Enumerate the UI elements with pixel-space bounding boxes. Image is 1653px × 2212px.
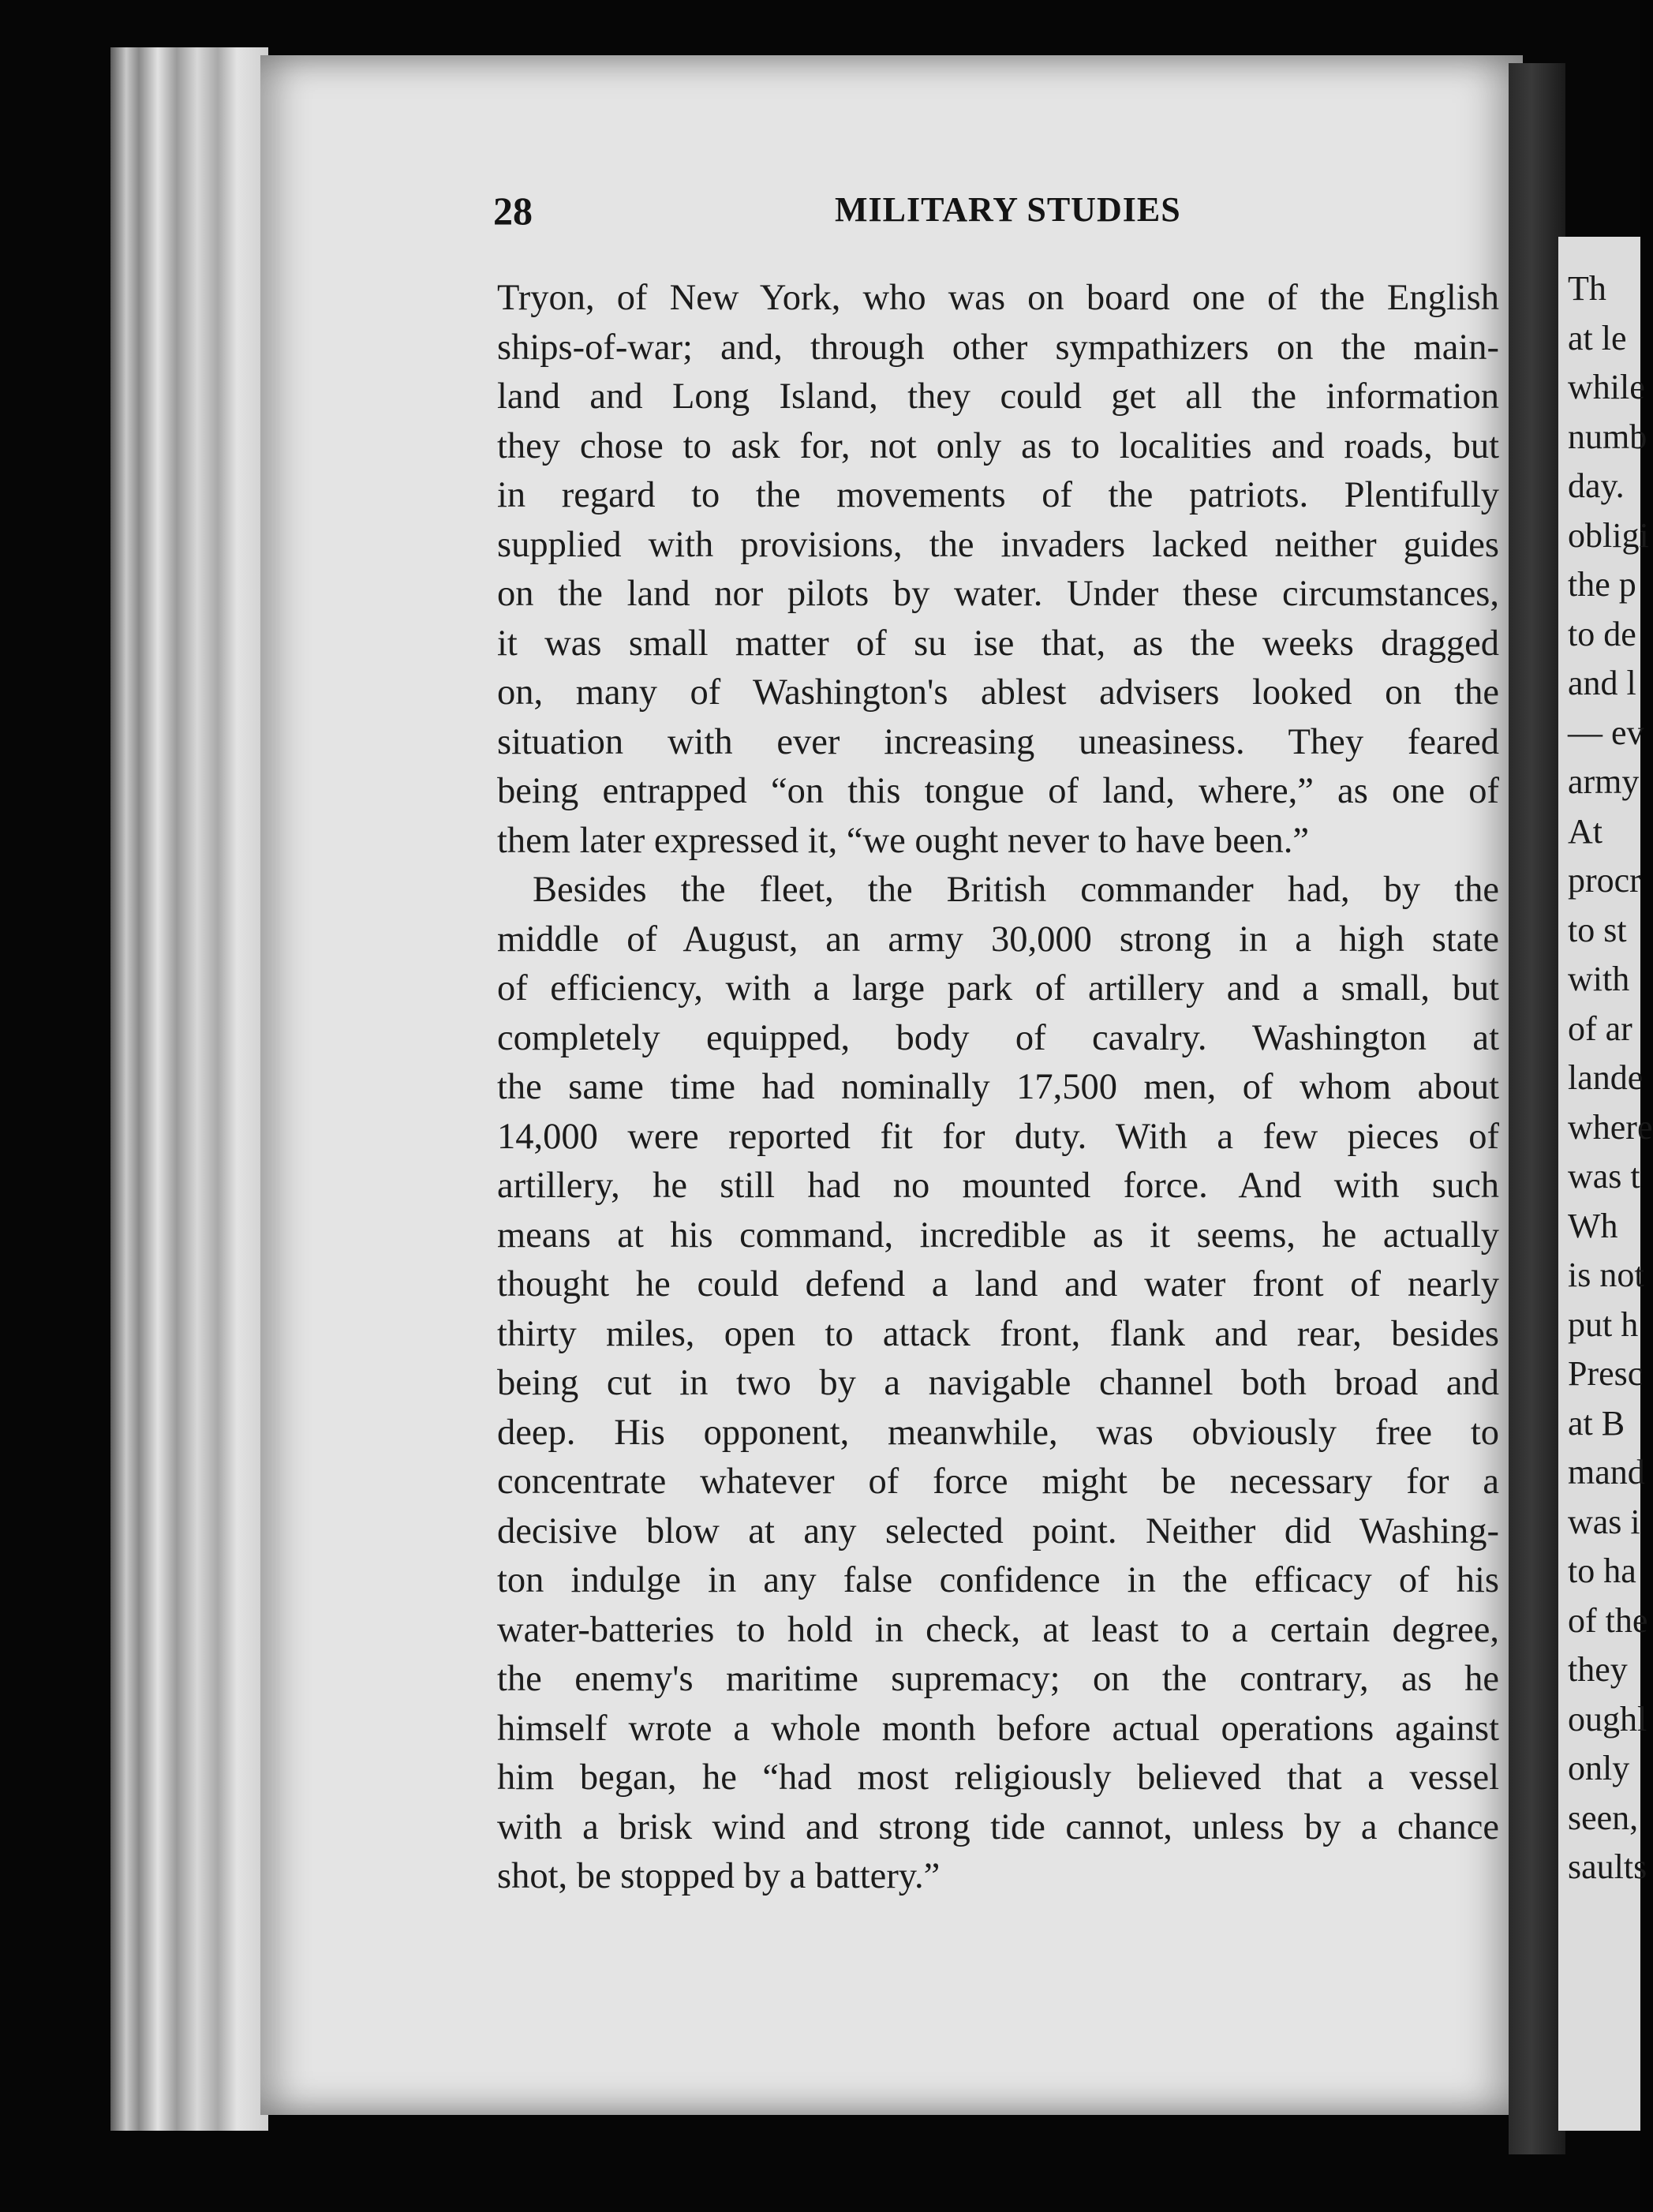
text-line: him began, he “had most religiously believed that a vessel <box>497 1757 1499 1798</box>
facing-page-text: Wh <box>1568 1206 1618 1245</box>
running-header: MILITARY STUDIES <box>835 190 1181 229</box>
facing-page-text: they <box>1568 1650 1628 1689</box>
text-line: they chose to ask for, not only as to localities and roads, but <box>497 425 1499 466</box>
book-page-edges <box>110 47 268 2131</box>
facing-page-text: lande <box>1568 1058 1644 1097</box>
facing-page-text: at le <box>1568 318 1627 357</box>
text-line: on, many of Washington's ablest advisers looked on the <box>497 672 1499 713</box>
text-line: of efficiency, with a large park of artillery and a small, but <box>497 968 1499 1009</box>
text-line: in regard to the movements of the patriots. Plentifully <box>497 475 1499 515</box>
text-line: on the land nor pilots by water. Under these circumstances, <box>497 574 1499 614</box>
facing-page-text: was t <box>1568 1157 1640 1196</box>
text-line: situation with ever increasing uneasiness. They feared <box>497 721 1499 762</box>
facing-page-text: numb <box>1568 417 1647 456</box>
facing-page-text: oughl <box>1568 1699 1647 1739</box>
text-line: Tryon, of New York, who was on board one of the English <box>497 278 1499 318</box>
text-line: completely equipped, body of cavalry. Washington at <box>497 1017 1499 1058</box>
text-line: water-batteries to hold in check, at least to a certain degree, <box>497 1609 1499 1650</box>
facing-page-text: saults <box>1568 1847 1647 1886</box>
facing-page-text: obligi <box>1568 515 1649 555</box>
facing-page-text: while <box>1568 368 1645 406</box>
book-gutter <box>1509 63 1565 2154</box>
page-number: 28 <box>493 189 533 233</box>
text-line: supplied with provisions, the invaders lacked neither guides <box>497 524 1499 565</box>
facing-page-text: — ev <box>1568 713 1644 752</box>
facing-page-text: the p <box>1568 565 1636 604</box>
facing-page-text: army <box>1568 762 1640 801</box>
facing-page-text: at B <box>1568 1403 1625 1443</box>
facing-page-text: with <box>1568 960 1630 998</box>
facing-page-fragment <box>1558 237 1653 2131</box>
text-line: land and Long Island, they could get all the information <box>497 376 1499 417</box>
facing-page-text: to st <box>1568 910 1627 949</box>
facing-page-text: Presc <box>1568 1354 1644 1393</box>
text-line: thirty miles, open to attack front, flank and rear, besides <box>497 1313 1499 1354</box>
facing-page-text: mand <box>1568 1453 1645 1492</box>
facing-page-text: to de <box>1568 614 1636 653</box>
facing-page-text: procr <box>1568 861 1641 900</box>
facing-page-text: day. <box>1568 466 1625 505</box>
facing-page-text: was i <box>1568 1502 1640 1541</box>
facing-page-text: seen, <box>1568 1798 1639 1837</box>
text-line: decisive blow at any selected point. Neither did Washing- <box>497 1510 1499 1551</box>
text-line: concentrate whatever of force might be necessary for a <box>497 1462 1499 1502</box>
text-line: it was small matter of su ise that, as the weeks dragged <box>497 623 1499 664</box>
text-line: Besides the fleet, the British commander had, by the <box>533 870 1499 910</box>
facing-page-text: At <box>1568 811 1603 851</box>
text-line: 14,000 were reported fit for duty. With a few pieces of <box>497 1116 1499 1157</box>
facing-page-text: of the <box>1568 1600 1648 1640</box>
facing-page-text: put h <box>1568 1304 1639 1344</box>
text-line: middle of August, an army 30,000 strong in a high state <box>497 919 1499 960</box>
text-line: ton indulge in any false confidence in the efficacy of his <box>497 1560 1499 1600</box>
text-line: thought he could defend a land and water front of nearly <box>497 1264 1499 1304</box>
text-line: with a brisk wind and strong tide cannot, unless by a chance <box>497 1806 1499 1847</box>
facing-page-text: Th <box>1568 269 1606 308</box>
text-line: deep. His opponent, meanwhile, was obviously free to <box>497 1412 1499 1453</box>
facing-page-text: and l <box>1568 664 1636 702</box>
text-line: artillery, he still had no mounted force. And with such <box>497 1166 1499 1206</box>
facing-page-text: only <box>1568 1749 1630 1787</box>
text-line: being cut in two by a navigable channel both broad and <box>497 1363 1499 1403</box>
facing-page-text: is not <box>1568 1256 1644 1294</box>
text-line: shot, be stopped by a battery.” <box>497 1856 941 1896</box>
text-line: them later expressed it, “we ought never to have been.” <box>497 820 1310 861</box>
facing-page-text: of ar <box>1568 1009 1632 1048</box>
text-line: the same time had nominally 17,500 men, of whom about <box>497 1067 1499 1107</box>
text-line: ships-of-war; and, through other sympathizers on the main- <box>497 327 1499 368</box>
text-line: being entrapped “on this tongue of land, where,” as one of <box>497 771 1499 811</box>
text-line: himself wrote a whole month before actual operations against <box>497 1708 1499 1749</box>
facing-page-text: to ha <box>1568 1551 1636 1590</box>
facing-page-text: where <box>1568 1107 1653 1147</box>
text-line: means at his command, incredible as it seems, he actually <box>497 1215 1499 1256</box>
text-line: the enemy's maritime supremacy; on the contrary, as he <box>497 1659 1499 1699</box>
